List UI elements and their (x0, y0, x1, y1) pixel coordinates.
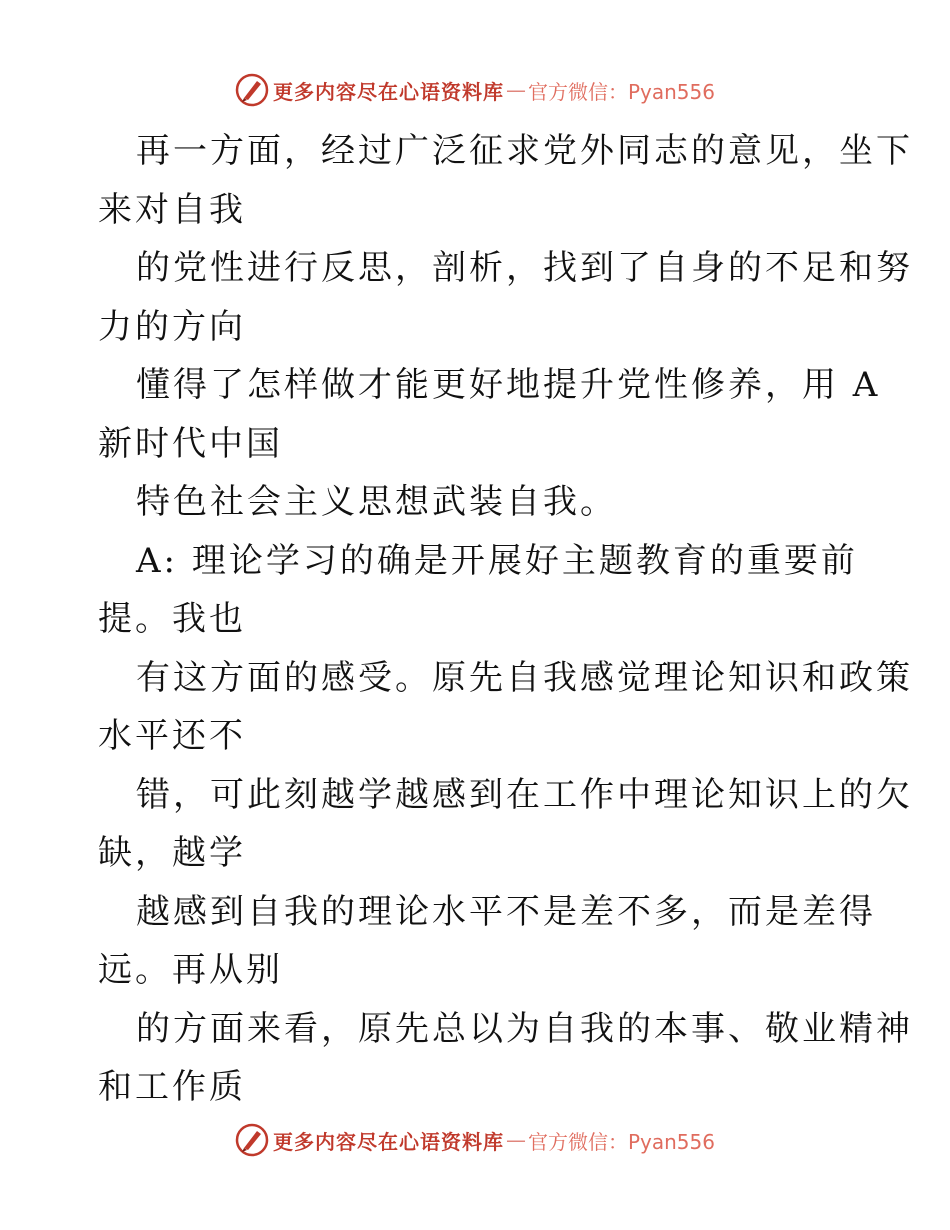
header-wechat-text: 官方微信：Pyan556 (527, 79, 715, 104)
text-line: 来对自我 (98, 189, 246, 230)
paragraph (98, 473, 858, 532)
paragraph (98, 356, 881, 473)
text-line: 新时代中国 (98, 423, 283, 464)
header-banner (0, 68, 950, 112)
paragraph (98, 122, 913, 239)
paragraph (98, 532, 858, 649)
text-line: 错，可此刻越学越感到在工作中理论知识上的欠 (136, 774, 913, 815)
footer-wechat-text: 官方微信：Pyan556 (527, 1129, 715, 1154)
text-line: 的方面来看，原先总以为自我的本事、敬业精神 (136, 1008, 913, 1049)
footer-site-text: 更多内容尽在心语资料库 (272, 1129, 504, 1154)
text-line: 特色社会主义思想武装自我。 (136, 482, 617, 522)
quill-logo-icon (235, 73, 269, 107)
text-line: 水平还不 (98, 716, 246, 756)
paragraph (98, 239, 913, 356)
paragraph (98, 649, 913, 766)
document-body (98, 122, 913, 1117)
text-line: 提。我也 (98, 599, 246, 639)
text-line: 和工作质 (98, 1067, 246, 1107)
paragraph (98, 883, 876, 1000)
paragraph (98, 1000, 913, 1117)
quill-logo-icon (235, 1123, 269, 1157)
text-line: 缺，越学 (98, 833, 246, 873)
footer-banner (0, 1118, 950, 1162)
text-line: 越感到自我的理论水平不是差不多，而是差得 (136, 891, 876, 932)
text-line: A: 理论学习的确是开展好主题教育的重要前 (136, 540, 858, 581)
text-line: 有这方面的感受。原先自我感觉理论知识和政策 (136, 657, 913, 698)
header-separator: — (505, 78, 526, 102)
paragraph (98, 766, 913, 883)
footer-separator: — (505, 1128, 526, 1152)
header-site-text: 更多内容尽在心语资料库 (272, 79, 504, 104)
text-line: 再一方面，经过广泛征求党外同志的意见，坐下 (136, 131, 913, 171)
text-line: 懂得了怎样做才能更好地提升党性修养，用 A (136, 365, 881, 405)
text-line: 的党性进行反思，剖析，找到了自身的不足和努 (136, 248, 913, 288)
text-line: 力的方向 (98, 306, 246, 347)
text-line: 远。再从别 (98, 950, 283, 990)
